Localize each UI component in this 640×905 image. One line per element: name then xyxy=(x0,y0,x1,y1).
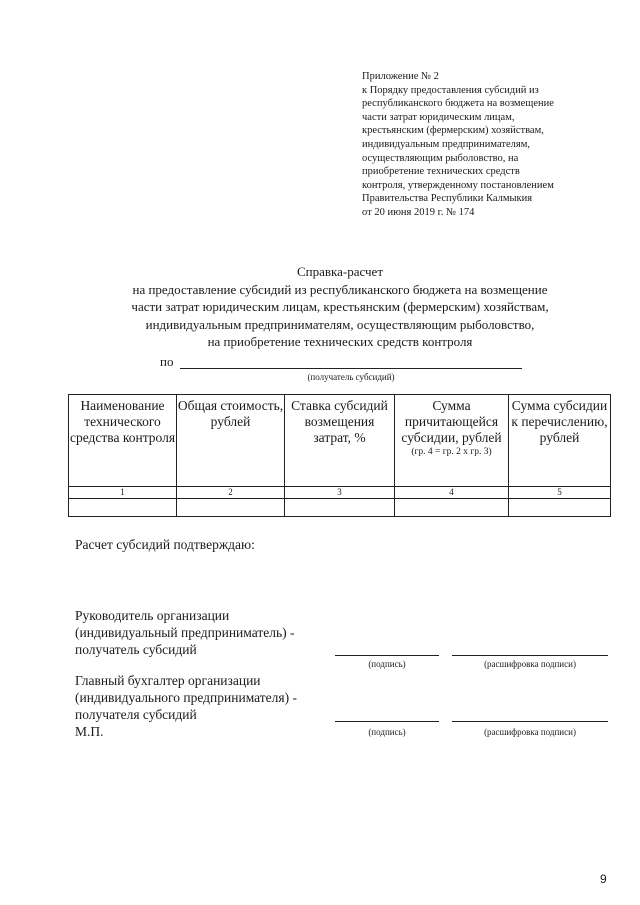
title-heading: Справка-расчет xyxy=(296,264,384,279)
column-number: 5 xyxy=(509,487,611,499)
document-title xyxy=(60,263,620,351)
head-line: получатель субсидий xyxy=(75,642,197,657)
column-header-text: Ставка субсидий возмещения затрат, % xyxy=(291,398,388,445)
table-header-row xyxy=(69,395,611,487)
calculation-table xyxy=(68,394,611,517)
column-number: 1 xyxy=(69,487,177,499)
title-line: части затрат юридическим лицам, крестьянским (фермерским) хозяйствам, xyxy=(131,299,549,314)
accountant-signature-block xyxy=(75,672,297,740)
accountant-decoding-field[interactable] xyxy=(452,721,608,722)
column-number-row xyxy=(69,487,611,499)
accountant-signature-caption: (подпись) xyxy=(368,727,406,737)
title-line: индивидуальным предпринимателям, осуществляющим рыболовство, xyxy=(145,316,535,332)
table-cell[interactable] xyxy=(395,499,509,517)
confirm-text: Расчет субсидий подтверждаю: xyxy=(75,537,255,552)
column-header-text: Наименование технического средства контроля xyxy=(69,398,176,445)
head-signature-field[interactable] xyxy=(335,655,439,656)
appendix-line: контроля, утвержденному постановлением xyxy=(362,179,554,191)
column-header-text: Сумма причитающейся субсидии, рублей xyxy=(401,398,502,445)
page-number: 9 xyxy=(600,872,607,886)
column-header-text: Общая стоимость, рублей xyxy=(177,398,284,429)
head-decoding-caption: (расшифровка подписи) xyxy=(484,659,576,669)
appendix-line: приобретение технических средств xyxy=(362,166,520,178)
head-signature-caption: (подпись) xyxy=(368,659,406,669)
column-header xyxy=(395,395,509,487)
table-cell[interactable] xyxy=(509,499,611,517)
column-number: 3 xyxy=(285,487,395,499)
stamp-place-label: М.П. xyxy=(75,724,104,739)
appendix-line: от 20 июня 2019 г. № 174 xyxy=(362,206,475,218)
appendix-line: осуществляющим рыболовство, на xyxy=(362,152,519,164)
table-cell[interactable] xyxy=(69,499,177,517)
column-header xyxy=(69,395,177,487)
accountant-line: получателя субсидий xyxy=(75,707,197,722)
recipient-field[interactable] xyxy=(180,368,522,369)
accountant-line: Главный бухгалтер организации xyxy=(75,673,261,688)
table-cell[interactable] xyxy=(177,499,285,517)
table-cell[interactable] xyxy=(285,499,395,517)
head-line: (индивидуальный предприниматель) - xyxy=(75,625,295,640)
accountant-signature-field[interactable] xyxy=(335,721,439,722)
appendix-note xyxy=(362,70,622,220)
title-line: на приобретение технических средств контроля xyxy=(207,334,473,349)
appendix-line: Приложение № 2 xyxy=(362,71,439,82)
recipient-label: по xyxy=(160,354,174,369)
appendix-line: Правительства Республики Калмыкия xyxy=(362,193,533,205)
appendix-line: республиканского бюджета на возмещение xyxy=(362,98,554,110)
column-header xyxy=(285,395,395,487)
head-line: Руководитель организации xyxy=(75,608,230,623)
column-header xyxy=(509,395,611,487)
column-header xyxy=(177,395,285,487)
appendix-line: части затрат юридическим лицам, xyxy=(362,111,515,123)
recipient-caption: (получатель субсидий) xyxy=(307,372,395,382)
appendix-line: крестьянским (фермерским) хозяйствам, xyxy=(362,125,544,137)
column-number: 2 xyxy=(177,487,285,499)
appendix-line: к Порядку предоставления субсидий из xyxy=(362,84,539,96)
accountant-decoding-caption: (расшифровка подписи) xyxy=(484,727,576,737)
appendix-line: индивидуальным предпринимателям, xyxy=(362,138,530,150)
accountant-line: (индивидуального предпринимателя) - xyxy=(75,690,297,705)
column-formula: (гр. 4 = гр. 2 х гр. 3) xyxy=(411,447,492,457)
head-signature-block xyxy=(75,607,295,658)
title-line: на предоставление субсидий из республиканского бюджета на возмещение xyxy=(132,281,548,297)
column-header-text: Сумма субсидии к перечислению, рублей xyxy=(511,398,608,445)
column-number: 4 xyxy=(395,487,509,499)
head-decoding-field[interactable] xyxy=(452,655,608,656)
table-row xyxy=(69,499,611,517)
